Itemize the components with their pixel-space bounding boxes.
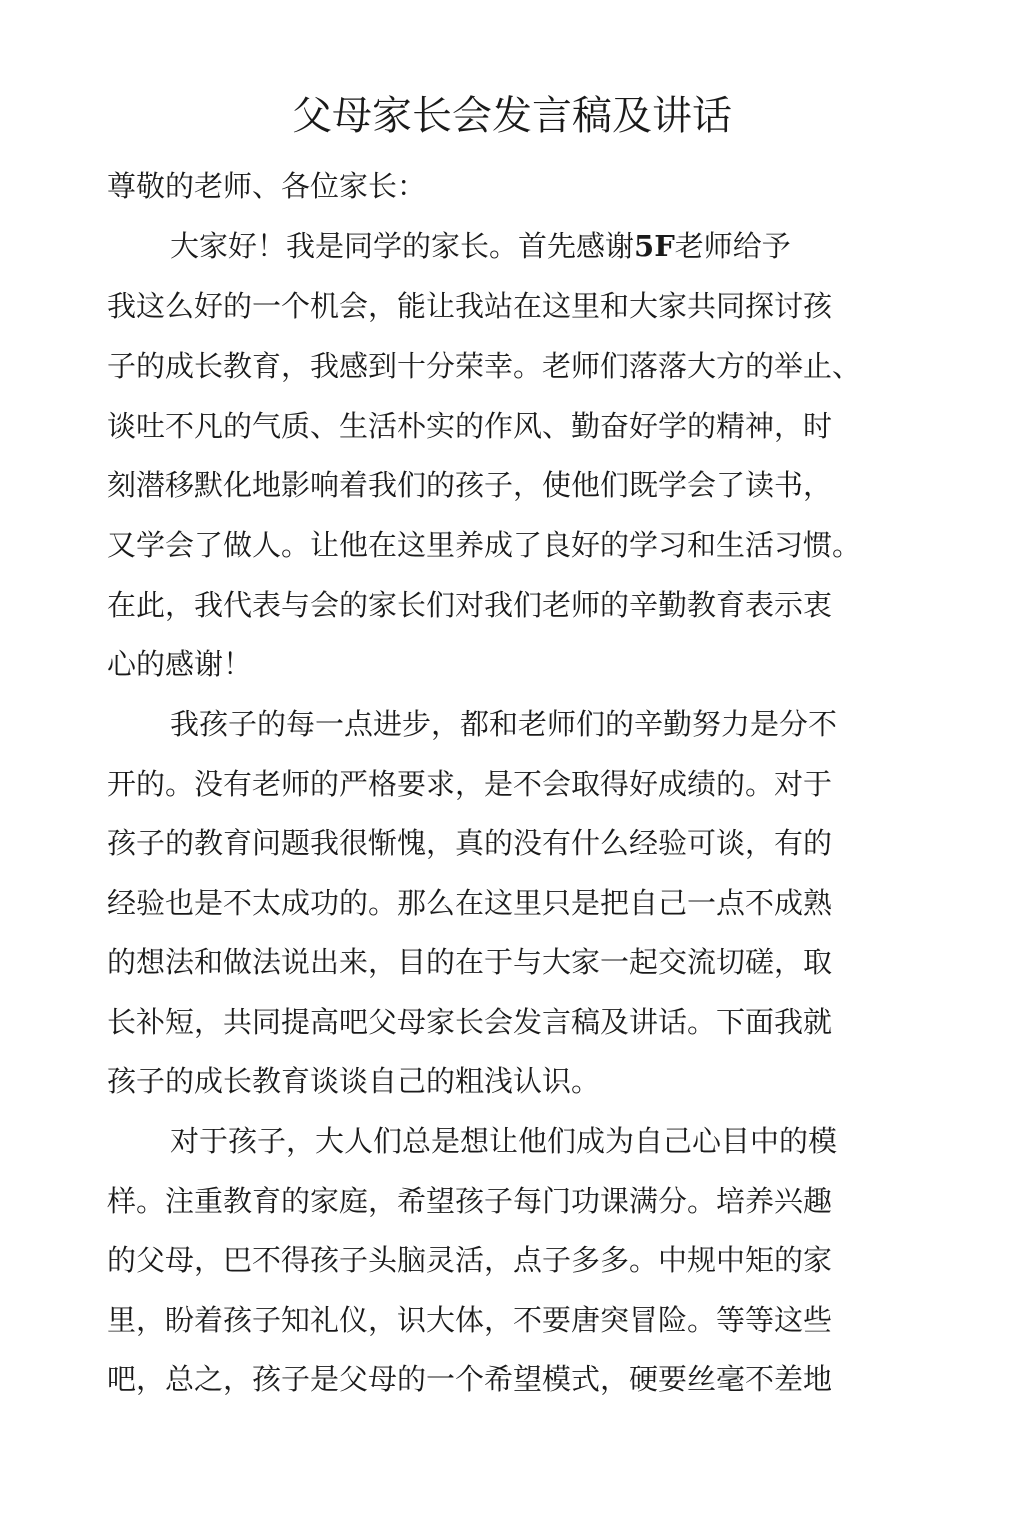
paragraph-2-line-2: 开的。没有老师的严格要求，是不会取得好成绩的。对于	[107, 767, 833, 801]
teacher-class-label: 5F	[634, 229, 675, 263]
text-segment: 大家好！我是同学的家长。首先感谢	[170, 229, 635, 263]
paragraph-2-line-4: 经验也是不太成功的。那么在这里只是把自己一点不成熟	[107, 886, 833, 920]
paragraph-1-line-6: 又学会了做人。让他在这里养成了良好的学习和生活习惯。	[107, 528, 862, 562]
paragraph-1-line-8: 心的感谢！	[107, 647, 253, 681]
paragraph-3-line-1: 对于孩子，大人们总是想让他们成为自己心目中的模	[170, 1124, 838, 1158]
paragraph-1-line-3: 子的成长教育，我感到十分荣幸。老师们落落大方的举止、	[107, 349, 862, 383]
page-title: 父母家长会发言稿及讲话	[292, 93, 732, 139]
paragraph-2-line-3: 孩子的教育问题我很惭愧，真的没有什么经验可谈，有的	[107, 826, 833, 860]
paragraph-1-line-5: 刻潜移默化地影响着我们的孩子，使他们既学会了读书，	[107, 468, 833, 502]
paragraph-3-line-4: 里，盼着孩子知礼仪，识大体，不要唐突冒险。等等这些	[107, 1303, 833, 1337]
paragraph-1-line-1	[170, 226, 791, 266]
salutation: 尊敬的老师、各位家长：	[107, 169, 427, 203]
paragraph-1-line-4: 谈吐不凡的气质、生活朴实的作风、勤奋好学的精神，时	[107, 409, 833, 443]
text-segment: 老师给予	[674, 229, 791, 263]
paragraph-2-line-7: 孩子的成长教育谈谈自己的粗浅认识。	[107, 1064, 601, 1098]
paragraph-2-line-5: 的想法和做法说出来，目的在于与大家一起交流切磋，取	[107, 945, 833, 979]
paragraph-3-line-2: 样。注重教育的家庭，希望孩子每门功课满分。培养兴趣	[107, 1184, 833, 1218]
paragraph-2-line-1: 我孩子的每一点进步，都和老师们的辛勤努力是分不	[170, 707, 838, 741]
paragraph-2-line-6: 长补短，共同提高吧父母家长会发言稿及讲话。下面我就	[107, 1005, 833, 1039]
paragraph-1-line-7: 在此，我代表与会的家长们对我们老师的辛勤教育表示衷	[107, 588, 833, 622]
paragraph-1-line-2: 我这么好的一个机会，能让我站在这里和大家共同探讨孩	[107, 289, 833, 323]
paragraph-3-line-5: 吧，总之，孩子是父母的一个希望模式，硬要丝毫不差地	[107, 1362, 833, 1396]
paragraph-3-line-3: 的父母，巴不得孩子头脑灵活，点子多多。中规中矩的家	[107, 1243, 833, 1277]
